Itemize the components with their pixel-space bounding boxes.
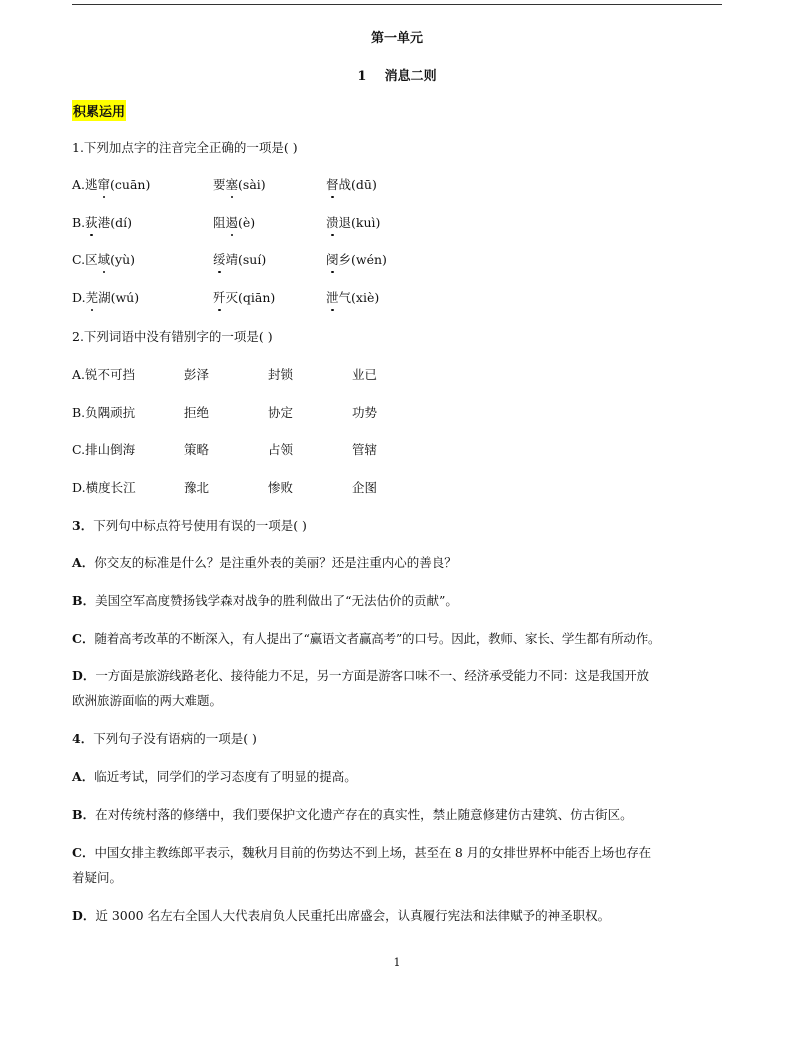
word: 拒绝 <box>184 405 210 420</box>
q2-option-b-word-4 <box>352 405 377 421</box>
word: 业已 <box>352 367 378 382</box>
word: 策略 <box>184 442 210 457</box>
q4-option-a <box>72 769 357 785</box>
word: 彭泽 <box>184 367 210 382</box>
dotted-character: 溃 <box>326 215 339 230</box>
option-text: 随着高考改革的不断深入，有人提出了“赢语文者赢高考”的口号。因此，教师、家长、学生都有所动作。 <box>94 631 661 646</box>
option-text: 临近考试，同学们的学习态度有了明显的提高。 <box>94 769 357 784</box>
q1-option-c-item-1 <box>72 252 135 268</box>
word-prefix: 区 <box>85 252 98 267</box>
word-suffix-pinyin: 气(xiè) <box>338 290 380 305</box>
option-text: 一方面是旅游线路老化、接待能力不足，另一方面是游客口味不一、经济承受能力不同：这是我国开放 <box>95 668 649 683</box>
word: 负隅顽抗 <box>85 405 136 420</box>
word-suffix-pinyin: (cuān) <box>110 177 151 192</box>
q1-option-a-item-1 <box>72 177 150 193</box>
q3-stem-text: 下列句中标点符号使用有误的一项是( ) <box>93 518 307 533</box>
dotted-character: 阌 <box>326 252 339 267</box>
q1-option-b-item-1 <box>72 215 132 231</box>
word: 协定 <box>268 405 294 420</box>
q1-option-d-item-1 <box>72 290 139 306</box>
dotted-character: 窜 <box>97 177 111 192</box>
word: 惨败 <box>268 480 294 495</box>
word-suffix-pinyin: 战(dū) <box>338 177 377 192</box>
option-text: 美国空军高度赞扬钱学森对战争的胜利做出了“无法估价的贡献”。 <box>95 593 458 608</box>
q2-option-b-word-3 <box>268 405 293 421</box>
q3-option-d-line2: 欧洲旅游面临的两大难题。 <box>72 693 223 708</box>
word-suffix-pinyin: 灭(qiān) <box>225 290 276 305</box>
option-label: B． <box>72 593 96 608</box>
q2-option-d-word-1 <box>72 480 136 496</box>
q3-option-c <box>72 631 660 647</box>
q1-option-c-item-2 <box>213 252 266 268</box>
q4-stem-text: 下列句子没有语病的一项是( ) <box>93 731 257 746</box>
word-prefix: 逃 <box>85 177 98 192</box>
q2-option-b-word-2 <box>184 405 209 421</box>
q2-option-c-word-3 <box>268 442 293 458</box>
q2-option-a-word-4 <box>352 367 377 383</box>
option-label: C. <box>72 442 86 457</box>
word: 横度长江 <box>85 480 136 495</box>
q3-number: 3． <box>72 518 94 533</box>
option-label: D． <box>72 668 96 683</box>
q1-stem: 1.下列加点字的注音完全正确的一项是( ) <box>72 140 298 155</box>
q4-option-c <box>72 845 651 861</box>
option-label: A． <box>72 555 95 570</box>
page-number: 1 <box>393 956 401 969</box>
option-label: C. <box>72 252 86 267</box>
q3-option-a <box>72 555 457 571</box>
q2-option-a-word-1 <box>72 367 135 383</box>
lesson-name: 消息二则 <box>384 69 437 84</box>
q1-option-c-item-3 <box>326 252 387 268</box>
option-text: 近 3000 名左右全国人大代表肩负人民重托出席盛会，认真履行宪法和法律赋予的神圣职权。 <box>95 908 611 923</box>
q2-option-c-word-4 <box>352 442 377 458</box>
word-suffix-pinyin: 乡(wén) <box>338 252 387 267</box>
word: 企图 <box>352 480 378 495</box>
option-label: C． <box>72 631 95 646</box>
word: 占领 <box>268 442 294 457</box>
word: 管辖 <box>352 442 378 457</box>
q1-option-d-item-3 <box>326 290 379 306</box>
word-prefix: 阻 <box>213 215 226 230</box>
dotted-character: 芜 <box>85 290 99 305</box>
option-label: A. <box>72 177 86 192</box>
q1-option-b-item-3 <box>326 215 380 231</box>
q3-stem <box>72 518 307 534</box>
option-label: B. <box>72 215 86 230</box>
word: 封锁 <box>268 367 294 382</box>
q3-option-b <box>72 593 458 609</box>
dotted-character: 荻 <box>85 215 98 230</box>
q2-option-d-word-3 <box>268 480 293 496</box>
word-suffix-pinyin: 靖(suí) <box>225 252 267 267</box>
dotted-character: 泄 <box>326 290 339 305</box>
top-rule <box>72 4 722 5</box>
q4-stem <box>72 731 257 747</box>
option-text: 你交友的标准是什么？是注重外表的美丽？还是注重内心的善良？ <box>94 555 457 570</box>
q4-option-d <box>72 908 610 924</box>
lesson-title <box>0 65 794 84</box>
q2-option-c-word-1 <box>72 442 135 458</box>
word-suffix-pinyin: 退(kuì) <box>338 215 381 230</box>
option-label: C． <box>72 845 95 860</box>
dotted-character: 歼 <box>213 290 226 305</box>
q4-option-c-line2: 着疑问。 <box>72 870 123 885</box>
word: 功势 <box>352 405 378 420</box>
q2-option-c-word-2 <box>184 442 209 458</box>
q1-option-a-item-3 <box>326 177 377 193</box>
q1-option-d-item-2 <box>213 290 275 306</box>
word-suffix-pinyin: (yù) <box>110 252 135 267</box>
q2-option-a-word-3 <box>268 367 293 383</box>
dotted-character: 域 <box>97 252 111 267</box>
q2-option-a-word-2 <box>184 367 209 383</box>
word-suffix-pinyin: (sài) <box>238 177 266 192</box>
word: 豫北 <box>184 480 210 495</box>
option-label: B. <box>72 405 86 420</box>
word-suffix-pinyin: (è) <box>238 215 256 230</box>
option-text: 在对传统村落的修缮中，我们要保护文化遗产存在的真实性，禁止随意修建仿古建筑、仿古街区。 <box>95 807 633 822</box>
option-label: D. <box>72 480 86 495</box>
option-label: D. <box>72 290 86 305</box>
option-label: D． <box>72 908 96 923</box>
q4-number: 4． <box>72 731 94 746</box>
q2-option-d-word-2 <box>184 480 209 496</box>
q2-option-b-word-1 <box>72 405 135 421</box>
dotted-character: 绥 <box>213 252 226 267</box>
section-label: 积累运用 <box>72 100 126 121</box>
q2-option-d-word-4 <box>352 480 377 496</box>
word: 锐不可挡 <box>85 367 136 382</box>
q2-stem: 2.下列词语中没有错别字的一项是( ) <box>72 329 273 344</box>
option-label: A. <box>72 367 86 382</box>
q1-option-b-item-2 <box>213 215 255 231</box>
dotted-character: 督 <box>326 177 339 192</box>
word-suffix-pinyin: 港(dí) <box>97 215 132 230</box>
unit-title: 第一单元 <box>370 31 423 46</box>
dotted-character: 塞 <box>225 177 239 192</box>
word: 排山倒海 <box>85 442 136 457</box>
option-label: A． <box>72 769 95 784</box>
option-label: B． <box>72 807 96 822</box>
dotted-character: 遏 <box>225 215 239 230</box>
q1-option-a-item-2 <box>213 177 266 193</box>
word-suffix-pinyin: 湖(wú) <box>98 290 140 305</box>
q4-option-b <box>72 807 633 823</box>
q3-option-d <box>72 668 649 684</box>
option-text: 中国女排主教练郎平表示，魏秋月目前的伤势达不到上场，甚至在 8 月的女排世界杯中能否上场也存在 <box>94 845 651 860</box>
lesson-number: 1 <box>357 69 367 84</box>
word-prefix: 要 <box>213 177 226 192</box>
